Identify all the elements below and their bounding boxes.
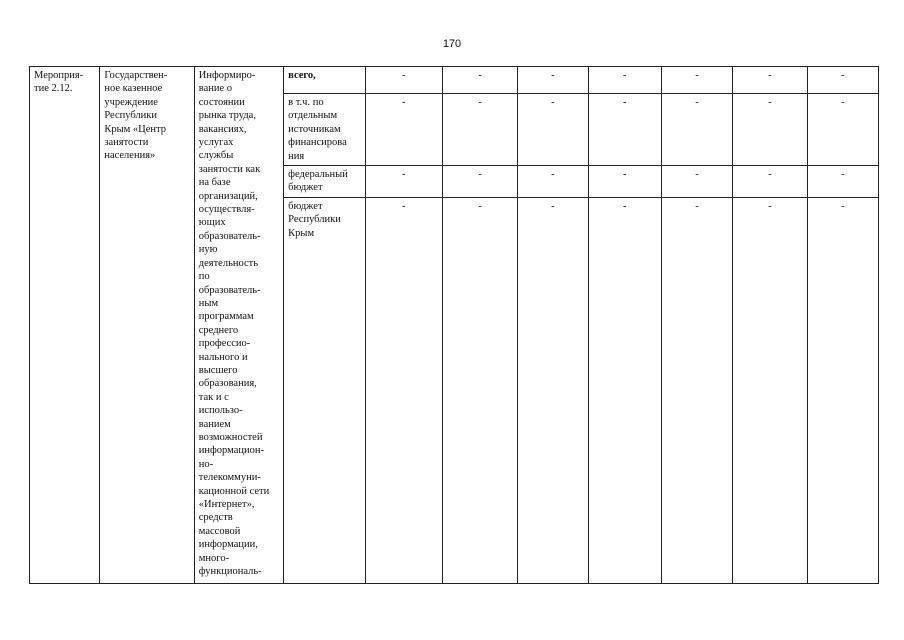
value-cell: - — [807, 166, 878, 198]
value-cell: - — [661, 94, 732, 166]
value-cell: - — [365, 94, 442, 166]
value-cell: - — [442, 166, 517, 198]
value-cell: - — [518, 197, 588, 583]
value-cell: - — [518, 166, 588, 198]
value-cell: - — [518, 94, 588, 166]
value-cell: - — [442, 67, 517, 94]
value-cell: - — [733, 67, 807, 94]
value-cell: - — [807, 67, 878, 94]
value-cell: - — [588, 166, 661, 198]
value-cell: - — [733, 94, 807, 166]
source-cell: федеральный бюджет — [284, 166, 365, 198]
table-row — [30, 67, 879, 94]
value-cell: - — [661, 197, 732, 583]
event-number-cell: Мероприя- тие 2.12. — [30, 67, 100, 584]
value-cell: - — [365, 166, 442, 198]
value-cell: - — [365, 67, 442, 94]
source-cell: в т.ч. по отдельным источникам финансирова ния — [284, 94, 365, 166]
value-cell: - — [807, 94, 878, 166]
financing-table — [29, 66, 879, 584]
value-cell: - — [661, 67, 732, 94]
page-number: 170 — [442, 38, 462, 50]
source-cell: всего, — [284, 67, 365, 94]
executor-cell: Государствен- ное казенное учреждение Республики Крым «Центр занятости населения» — [100, 67, 194, 584]
value-cell: - — [733, 166, 807, 198]
source-cell: бюджет Республики Крым — [284, 197, 365, 583]
description-cell: Информиро- вание о состоянии рынка труда, вакансиях, услугах службы занятости как на базе организаций, осуществля- ющих образователь- ную деятельность по образователь- ным программам среднего профессио- нального и высшего образования, так и с использо- ванием возможностей информацион- но- телекоммуни- кационной сети «Интернет», средств массовой информации, много- функциональ- — [194, 67, 283, 584]
value-cell: - — [588, 197, 661, 583]
value-cell: - — [365, 197, 442, 583]
value-cell: - — [442, 94, 517, 166]
value-cell: - — [807, 197, 878, 583]
value-cell: - — [661, 166, 732, 198]
value-cell: - — [588, 67, 661, 94]
value-cell: - — [518, 67, 588, 94]
value-cell: - — [588, 94, 661, 166]
value-cell: - — [733, 197, 807, 583]
value-cell: - — [442, 197, 517, 583]
